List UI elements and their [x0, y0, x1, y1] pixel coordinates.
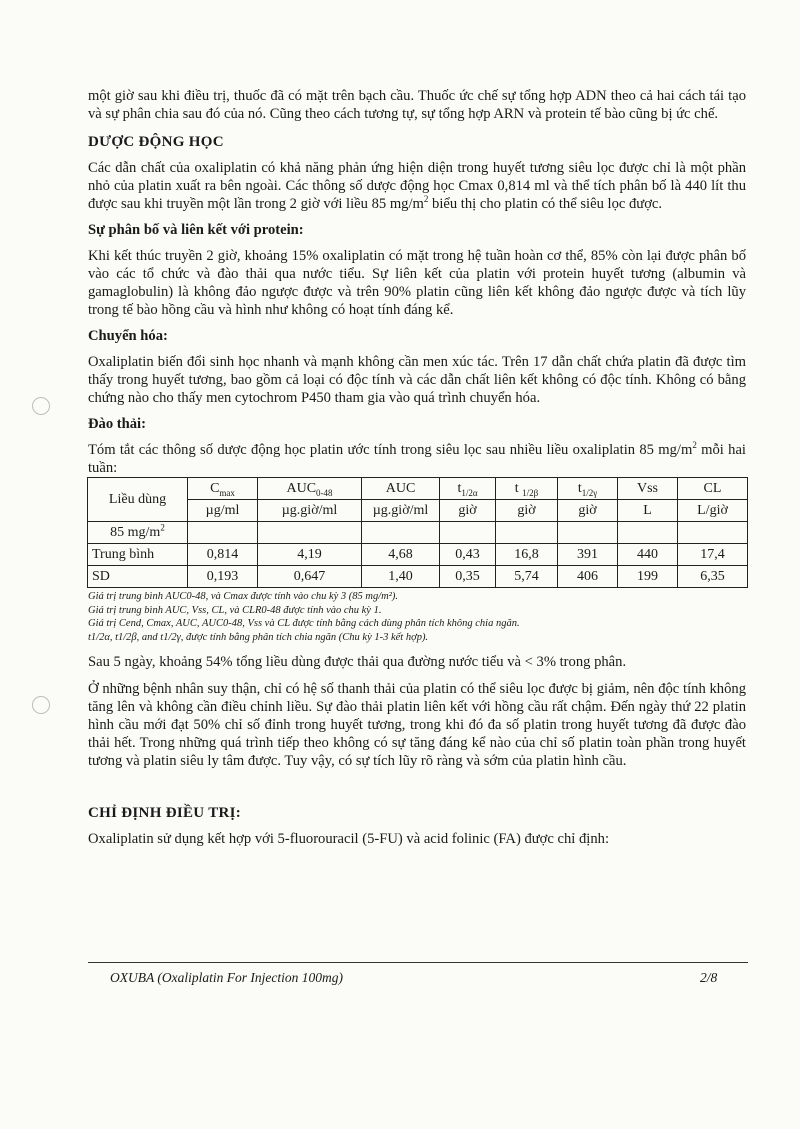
footnote: Giá trị trung bình AUC0-48, và Cmax được tính vào chu kỳ 3 (85 mg/m²).: [88, 591, 398, 602]
table-cell: 6,35: [678, 566, 748, 588]
unit-cell: µg.giờ/ml: [362, 500, 440, 522]
table-cell: 17,4: [678, 544, 748, 566]
row-label-sd: SD: [88, 566, 188, 588]
table-header-auc: AUC: [362, 478, 440, 500]
table-cell: 1,40: [362, 566, 440, 588]
table-cell: 0,193: [188, 566, 258, 588]
indication-paragraph: Oxaliplatin sử dụng kết hợp với 5-fluorouracil (5-FU) và acid folinic (FA) được chỉ định:: [88, 831, 609, 847]
table-cell: 4,68: [362, 544, 440, 566]
footer-page-number: 2/8: [700, 970, 718, 985]
renal-paragraph: Ở những bệnh nhân suy thận, chỉ có hệ số thanh thải của platin có thể siêu lọc được bị giảm, nên độc tính không tăng lên và không cần điều chỉnh liều. Sự đào thải platin liên kết với hồng cầu rất chậm. Đến ngày thứ 22 platin hình cầu mới đạt 50% chỉ số đỉnh trong huyết tương, trong khi đó đa số platin trong huyết tương đã được đào thải hết. Trong những quá trình tiếp theo không có sự tăng đáng kể nào của chỉ số platin toàn phần trong huyết tương và platin siêu ly tâm được. Tuy vậy, có sự tích lũy rõ ràng và sớm của platin hình cầu.: [88, 681, 746, 769]
row-label-mean: Trung bình: [88, 544, 188, 566]
metabolism-paragraph: Oxaliplatin biến đổi sinh học nhanh và mạnh không cần men xúc tác. Trên 17 dẫn chất chứa platin đã được tìm thấy trong huyết tương, bao gồm cả loại có độc tính và các dẫn chất liên kết không có độc tính. Không có bằng chứng nào cho thấy men cytochrom P450 tham gia vào quá trình chuyển hóa.: [88, 354, 746, 406]
elimination-intro: Tóm tắt các thông số dược động học platin ước tính trong siêu lọc sau nhiều liều oxaliplatin 85 $mg/m^2$ mỗi hai tuần:: [88, 440, 746, 476]
table-cell: 0,647: [258, 566, 362, 588]
pk-paragraph: Các dẫn chất của oxaliplatin có khả năng phản ứng hiện diện trong huyết tương siêu lọc được chỉ là một phần nhỏ của platin xuất ra bên ngoài. Các thông số dược động học Cmax 0,814 ml và thể tích phân bố là 440 lít thu được sau khi truyền một lần trong 2 giờ với liều 85 $mg/m^2$ biểu thị cho platin có thể siêu lọc được.: [88, 160, 746, 212]
dose-cell: 85 $mg/m^2$: [88, 522, 188, 544]
distribution-paragraph: Khi kết thúc truyền 2 giờ, khoảng 15% oxaliplatin có mặt trong hệ tuần hoàn cơ thể, 85% còn lại được phân bố vào các tổ chức và đào thải qua nước tiểu. Sự liên kết của platin với protein huyết tương (albumin và gamaglobulin) là không đảo ngược được và trên 90% platin cũng liên kết không đảo ngược được và tích lũy trong tế bào hồng cầu và hình như không có hoạt tính đáng kể.: [88, 248, 746, 318]
unit-cell: giờ: [496, 500, 558, 522]
table-row: [88, 566, 748, 588]
unit-cell: giờ: [440, 500, 496, 522]
table-header-t12a: $t_{1/2\alpha}$: [440, 478, 496, 500]
footnote: Giá trị trung bình AUC, Vss, CL, và CLR0-48 được tính vào chu kỳ 1.: [88, 604, 382, 616]
subheading-distribution: Sự phân bố và liên kết với protein:: [88, 222, 304, 238]
table-header-auc048: $AUC_{0-48}$: [258, 478, 362, 500]
unit-cell: µg.giờ/ml: [258, 500, 362, 522]
excretion-sentence: Sau 5 ngày, khoảng 54% tổng liều dùng được thải qua đường nước tiểu và < 3% trong phân.: [88, 654, 627, 670]
section-heading-pharmacokinetics: DƯỢC ĐỘNG HỌC: [88, 134, 224, 150]
table-cell: 0,35: [440, 566, 496, 588]
document-body: [88, 87, 746, 849]
table-header-cmax: $C_{max}$: [188, 478, 258, 500]
table-dose-row: [88, 522, 748, 544]
table-cell: 391: [558, 544, 618, 566]
unit-cell: L/giờ: [678, 500, 748, 522]
footer-divider: [88, 962, 748, 963]
section-heading-indication: CHỈ ĐỊNH ĐIỀU TRỊ:: [88, 805, 242, 821]
footnote: Giá trị Cend, Cmax, AUC, AUC0-48, Vss và CL được tính bằng cách dùng phân tích không chia ngăn.: [88, 618, 520, 629]
table-footnotes: [88, 590, 746, 644]
footnote: t1/2α, t1/2β, and t1/2γ, được tính bằng phân tích chia ngăn (Chu kỳ 1-3 kết hợp).: [88, 631, 429, 643]
table-row: [88, 544, 748, 566]
punch-hole-icon: [32, 397, 50, 415]
unit-cell: µg/ml: [188, 500, 258, 522]
table-cell: 4,19: [258, 544, 362, 566]
table-header-dose: Liều dùng: [88, 478, 188, 522]
table-cell: 0,814: [188, 544, 258, 566]
table-header-vss: Vss: [618, 478, 678, 500]
table-header-t12b: t $_{1/2\beta}$: [496, 478, 558, 500]
punch-hole-icon: [32, 696, 50, 714]
intro-paragraph: một giờ sau khi điều trị, thuốc đã có mặt trên bạch cầu. Thuốc ức chế sự tổng hợp ADN theo cả hai cách tái tạo và sự phân chia sau đó của nó. Cũng theo cách tương tự, sự tổng hợp ARN và protein tế bào cũng bị ức chế.: [88, 88, 746, 122]
table-cell: 5,74: [496, 566, 558, 588]
table-header-row: [88, 478, 748, 500]
table-header-cl: CL: [678, 478, 748, 500]
footer-product-name: OXUBA (Oxaliplatin For Injection 100mg): [110, 970, 343, 985]
subheading-metabolism: Chuyển hóa:: [88, 328, 168, 344]
table-cell: 199: [618, 566, 678, 588]
unit-cell: giờ: [558, 500, 618, 522]
table-cell: 16,8: [496, 544, 558, 566]
table-header-t12g: $t_{1/2\gamma}$: [558, 478, 618, 500]
unit-cell: L: [618, 500, 678, 522]
table-cell: 0,43: [440, 544, 496, 566]
subheading-elimination: Đào thải:: [88, 416, 146, 432]
table-cell: 440: [618, 544, 678, 566]
pk-parameters-table: [87, 477, 748, 588]
table-cell: 406: [558, 566, 618, 588]
